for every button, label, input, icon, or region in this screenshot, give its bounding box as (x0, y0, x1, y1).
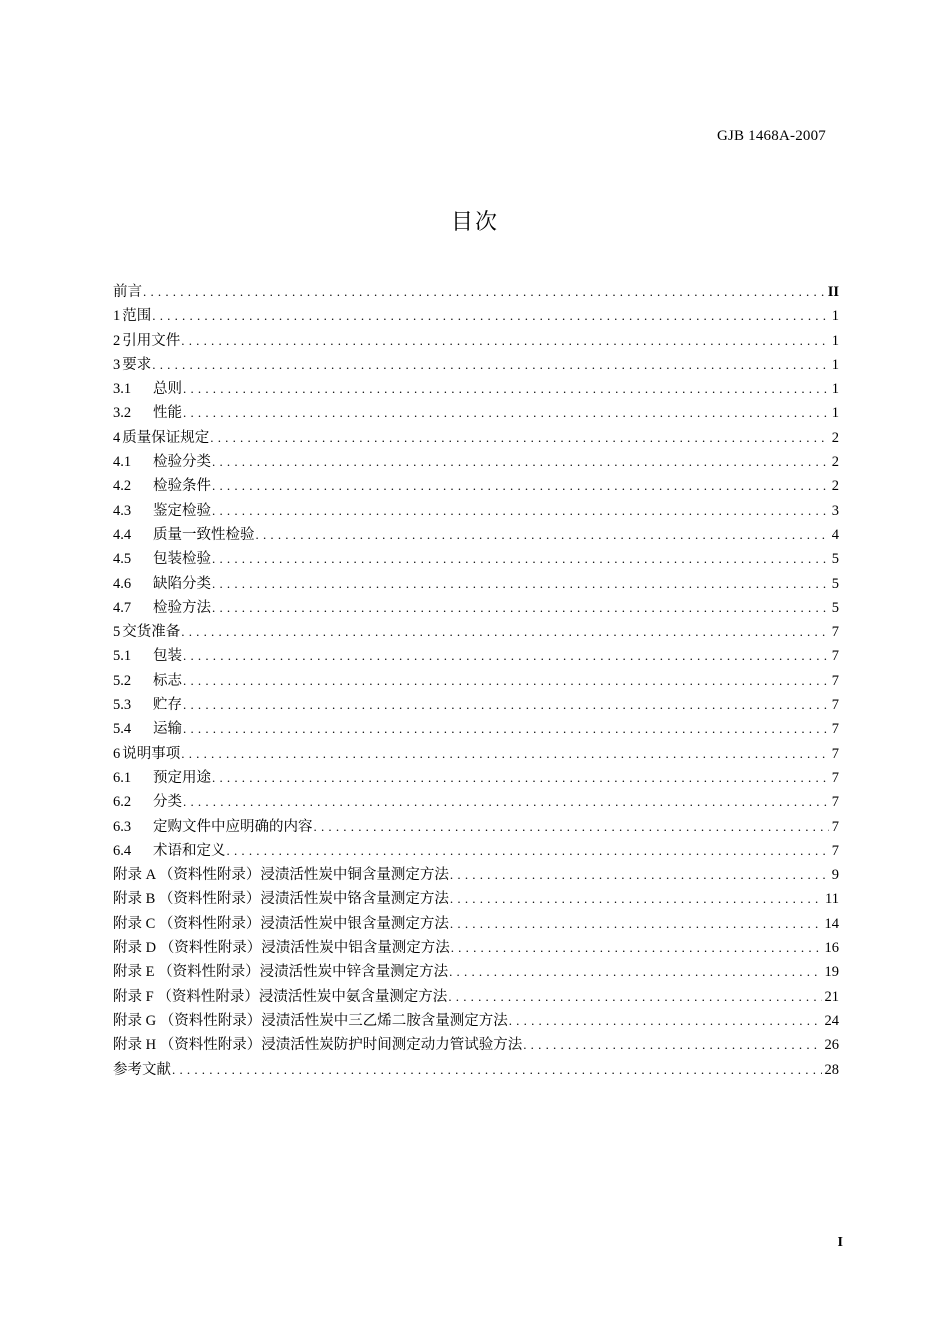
toc-entry-title: 说明事项 (122, 745, 181, 762)
toc-entry-page: II (827, 284, 839, 300)
toc-dot-leader (227, 839, 829, 863)
toc-dot-leader (212, 596, 829, 620)
toc-dot-leader (212, 572, 829, 596)
toc-entry-number: 6 (113, 745, 121, 762)
toc-dot-leader (181, 329, 829, 353)
toc-entry-title: 标志 (153, 672, 182, 689)
toc-entry-page: 2 (831, 429, 839, 446)
toc-dot-leader (183, 401, 829, 425)
toc-entry-title: 范围 (122, 308, 152, 325)
toc-entry-page: 1 (831, 356, 839, 373)
toc-dot-leader (314, 815, 829, 839)
toc-dot-leader (183, 790, 829, 814)
toc-entry[interactable] (113, 863, 839, 887)
toc-entry-title: 包装 (153, 648, 182, 665)
toc-entry-title: 附录 C （资料性附录）浸渍活性炭中银含量测定方法 (113, 915, 449, 932)
toc-entry-title: 预定用途 (153, 769, 211, 786)
toc-dot-leader (143, 280, 825, 304)
toc-entry-page: 14 (824, 915, 839, 932)
toc-entry[interactable] (113, 960, 839, 984)
toc-dot-leader (451, 936, 822, 960)
toc-dot-leader (212, 499, 829, 523)
toc-entry-number: 5.4 (113, 721, 132, 738)
toc-entry-page: 7 (831, 672, 839, 689)
toc-dot-leader (183, 644, 829, 668)
toc-entry-page: 7 (831, 769, 839, 786)
toc-entry[interactable] (113, 766, 839, 790)
toc-entry-number: 6.4 (113, 842, 132, 859)
toc-entry[interactable] (113, 669, 839, 693)
toc-entry-title: 要求 (122, 356, 152, 373)
toc-entry-page: 28 (824, 1061, 839, 1078)
toc-entry-page: 7 (831, 624, 839, 641)
toc-entry-page: 1 (831, 332, 839, 349)
toc-entry-title: 前言 (113, 284, 142, 300)
toc-entry[interactable] (113, 450, 839, 474)
toc-entry-number: 3.1 (113, 381, 132, 398)
toc-entry-page: 4 (831, 526, 839, 543)
toc-entry-number: 3.2 (113, 405, 132, 422)
toc-entry-number: 4.3 (113, 502, 132, 519)
toc-entry-page: 5 (831, 551, 839, 568)
toc-entry-title: 检验方法 (153, 599, 211, 616)
toc-entry-title: 鉴定检验 (153, 502, 211, 519)
toc-entry[interactable] (113, 596, 839, 620)
toc-entry[interactable] (113, 1009, 839, 1033)
toc-entry[interactable] (113, 499, 839, 523)
toc-entry-page: 7 (831, 818, 839, 835)
toc-entry[interactable] (113, 717, 839, 741)
document-code: GJB 1468A-2007 (716, 128, 826, 144)
toc-entry[interactable] (113, 547, 839, 571)
toc-dot-leader (256, 523, 829, 547)
toc-entry-title: 附录 F （资料性附录）浸渍活性炭中氨含量测定方法 (113, 988, 448, 1005)
toc-entry[interactable] (113, 693, 839, 717)
toc-entry-number: 2 (113, 332, 121, 349)
table-of-contents (113, 280, 839, 1082)
toc-entry-number: 6.1 (113, 769, 132, 786)
toc-entry-number: 4.5 (113, 551, 132, 568)
toc-entry-title: 引用文件 (122, 332, 181, 349)
toc-entry-page: 7 (831, 842, 839, 859)
toc-entry-title: 附录 B （资料性附录）浸渍活性炭中铬含量测定方法 (113, 891, 449, 908)
toc-dot-leader (152, 304, 829, 328)
toc-entry-page: 7 (831, 794, 839, 811)
toc-dot-leader (450, 863, 829, 887)
toc-entry-page: 3 (831, 502, 839, 519)
toc-entry-title: 检验条件 (153, 478, 211, 495)
toc-entry[interactable] (113, 644, 839, 668)
toc-entry[interactable] (113, 887, 839, 911)
toc-entry-page: 7 (831, 697, 839, 714)
toc-entry-page: 2 (831, 454, 839, 471)
toc-entry-number: 4.2 (113, 478, 132, 495)
toc-entry[interactable] (113, 912, 839, 936)
toc-entry-number: 3 (113, 356, 121, 373)
toc-entry-title: 性能 (153, 405, 182, 422)
toc-entry[interactable] (113, 523, 839, 547)
toc-dot-leader (183, 717, 829, 741)
toc-entry-page: 7 (831, 721, 839, 738)
toc-dot-leader (448, 985, 821, 1009)
toc-entry[interactable] (113, 620, 839, 644)
toc-entry[interactable] (113, 426, 839, 450)
toc-dot-leader (172, 1058, 822, 1082)
toc-dot-leader (212, 474, 829, 498)
toc-entry-number: 6.3 (113, 818, 132, 835)
toc-entry[interactable] (113, 839, 839, 863)
toc-entry-title: 附录 A （资料性附录）浸渍活性炭中铜含量测定方法 (113, 867, 449, 884)
toc-entry-title: 包装检验 (153, 551, 211, 568)
toc-entry[interactable] (113, 401, 839, 425)
toc-entry[interactable] (113, 353, 839, 377)
toc-entry-title: 附录 E （资料性附录）浸渍活性炭中锌含量测定方法 (113, 964, 449, 981)
toc-entry-number: 4.7 (113, 599, 132, 616)
toc-entry-title: 参考文献 (113, 1061, 171, 1078)
toc-entry-page: 24 (824, 1012, 839, 1029)
toc-entry-title: 分类 (153, 794, 182, 811)
toc-entry-page: 9 (831, 867, 839, 884)
toc-entry[interactable] (113, 1058, 839, 1082)
toc-entry-number: 6.2 (113, 794, 132, 811)
toc-entry-title: 总则 (153, 381, 182, 398)
toc-entry[interactable] (113, 985, 839, 1009)
toc-dot-leader (183, 377, 829, 401)
toc-entry-page: 26 (824, 1037, 839, 1054)
toc-entry-page: 1 (831, 308, 839, 325)
toc-entry[interactable] (113, 377, 839, 401)
toc-dot-leader (181, 620, 829, 644)
toc-entry-number: 1 (113, 308, 121, 325)
toc-entry-page: 1 (831, 405, 839, 422)
toc-entry-page: 5 (831, 599, 839, 616)
toc-dot-leader (183, 669, 829, 693)
toc-entry-number: 4.6 (113, 575, 132, 592)
toc-dot-leader (449, 960, 821, 984)
toc-entry[interactable] (113, 280, 839, 304)
toc-entry[interactable] (113, 329, 839, 353)
toc-dot-leader (152, 353, 829, 377)
toc-entry-title: 缺陷分类 (153, 575, 211, 592)
toc-entry-page: 16 (824, 940, 839, 957)
toc-entry-title: 附录 H （资料性附录）浸渍活性炭防护时间测定动力管试验方法 (113, 1037, 523, 1054)
toc-entry-title: 检验分类 (153, 454, 211, 471)
page-number: I (837, 1235, 843, 1250)
toc-entry-page: 21 (824, 988, 839, 1005)
toc-dot-leader (183, 693, 829, 717)
toc-entry-title: 附录 G （资料性附录）浸渍活性炭中三乙烯二胺含量测定方法 (113, 1012, 508, 1029)
toc-entry-number: 4 (113, 429, 121, 446)
toc-dot-leader (523, 1033, 821, 1057)
toc-dot-leader (181, 742, 829, 766)
toc-entry-page: 1 (831, 381, 839, 398)
toc-entry[interactable] (113, 572, 839, 596)
toc-dot-leader (212, 450, 829, 474)
toc-entry-number: 5 (113, 624, 121, 641)
toc-entry-page: 19 (824, 964, 839, 981)
toc-entry-title: 定购文件中应明确的内容 (153, 818, 313, 835)
toc-entry-number: 5.1 (113, 648, 132, 665)
toc-dot-leader (210, 426, 829, 450)
toc-entry-number: 4.1 (113, 454, 132, 471)
toc-entry[interactable] (113, 1033, 839, 1057)
toc-entry-title: 质量保证规定 (122, 429, 210, 446)
toc-entry-number: 4.4 (113, 526, 132, 543)
toc-entry[interactable] (113, 304, 839, 328)
toc-entry-page: 7 (831, 648, 839, 665)
toc-entry[interactable] (113, 474, 839, 498)
toc-entry-title: 交货准备 (122, 624, 181, 641)
toc-entry[interactable] (113, 815, 839, 839)
toc-entry-title: 运输 (153, 721, 182, 738)
toc-dot-leader (212, 766, 829, 790)
toc-entry-title: 质量一致性检验 (153, 526, 255, 543)
toc-entry-number: 5.3 (113, 697, 132, 714)
toc-dot-leader (509, 1009, 822, 1033)
toc-entry-page: 2 (831, 478, 839, 495)
toc-entry-page: 5 (831, 575, 839, 592)
toc-entry-title: 附录 D （资料性附录）浸渍活性炭中铝含量测定方法 (113, 940, 450, 957)
toc-entry[interactable] (113, 790, 839, 814)
toc-entry-title: 贮存 (153, 697, 182, 714)
page-title: 目次 (450, 210, 499, 235)
toc-entry-title: 术语和定义 (153, 842, 226, 859)
toc-dot-leader (450, 912, 822, 936)
toc-entry[interactable] (113, 936, 839, 960)
toc-entry[interactable] (113, 742, 839, 766)
toc-entry-page: 7 (831, 745, 839, 762)
toc-entry-page: 11 (825, 891, 839, 908)
toc-dot-leader (212, 547, 829, 571)
toc-entry-number: 5.2 (113, 672, 132, 689)
toc-dot-leader (450, 887, 822, 911)
